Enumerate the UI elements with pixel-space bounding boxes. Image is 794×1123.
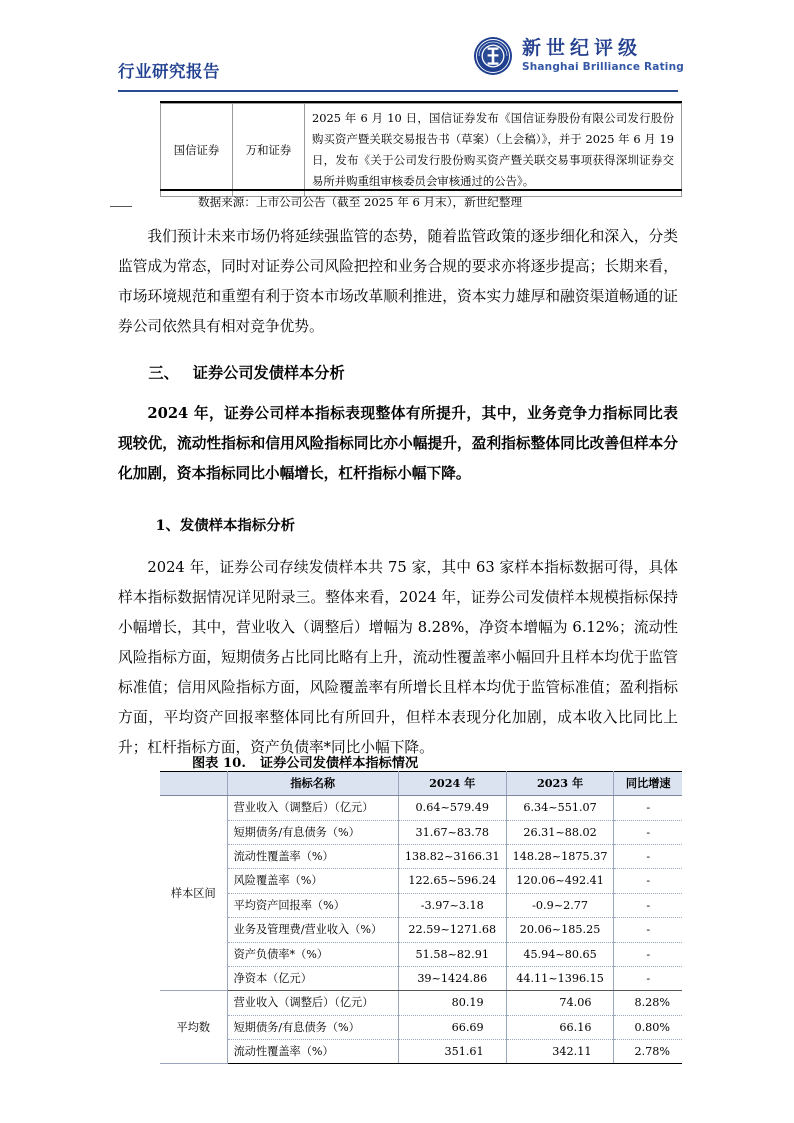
section-heading-3 — [118, 359, 678, 387]
value-2024: 39~1424.86 — [398, 966, 506, 990]
table-row — [160, 893, 682, 917]
value-2024: 51.58~82.91 — [398, 942, 506, 966]
value-change: - — [614, 796, 682, 820]
paragraph-regulation-outlook: 我们预计未来市场仍将延续强监管的态势，随着监管政策的逐步细化和深入，分类监管成为常态，同时对证券公司风险把控和业务合规的要求亦将逐步提高；长期来看，市场环境规范和重塑有利于资本市场改革顺利推进，资本实力雄厚和融资渠道畅通的证券公司依然具有相对竞争优势。 — [118, 228, 678, 335]
metric-name: 资产负债率*（%） — [227, 942, 398, 966]
data-source-note: 数据来源：上市公司公告（截至 2025 年 6 月末），新世纪整理 — [198, 195, 523, 209]
figure-caption — [192, 752, 418, 771]
table-row — [160, 991, 682, 1015]
figure-label: 图表 10. — [192, 756, 246, 771]
value-2023: 44.11~1396.15 — [506, 966, 614, 990]
section-title: 证券公司发债样本分析 — [192, 364, 345, 382]
company-seal-icon — [473, 36, 513, 76]
document-body — [118, 222, 678, 763]
value-2023: -0.9~2.77 — [506, 893, 614, 917]
metric-name: 短期债务/有息债务（%） — [227, 820, 398, 844]
value-change: 8.28% — [614, 991, 682, 1015]
value-2024: 22.59~1271.68 — [398, 918, 506, 942]
value-2024: 80.19 — [398, 991, 506, 1015]
metric-name: 流动性覆盖率（%） — [227, 1039, 398, 1063]
value-2024: 122.65~596.24 — [398, 869, 506, 893]
value-2023: 148.28~1875.37 — [506, 845, 614, 869]
merger-announcement-table — [160, 103, 682, 197]
figure-title: 证券公司发债样本指标情况 — [259, 756, 419, 771]
value-2023: 45.94~80.65 — [506, 942, 614, 966]
target-name: 万和证券 — [233, 104, 305, 197]
value-2023: 120.06~492.41 — [506, 869, 614, 893]
value-change: - — [614, 820, 682, 844]
table-row — [160, 796, 682, 820]
value-2024: 66.69 — [398, 1015, 506, 1039]
acquirer-name: 国信证券 — [161, 104, 233, 197]
value-2023: 66.16 — [506, 1015, 614, 1039]
metric-name: 营业收入（调整后）（亿元） — [227, 991, 398, 1015]
paragraph-sample-detail: 2024 年，证券公司存续发债样本共 75 家，其中 63 家样本指标数据可得，具体样本指标数据情况详见附录三。整体来看，2024 年，证券公司发债样本规模指标保持小幅增长，其中，营业收入（调整后）增幅为 8.28%，净资本增幅为 6.12%；流动性风险指标方面，短期债务占比同比略有上升，流动性覆盖率小幅回升且样本均优于监管标准值；信用风险指标方面，风险覆盖率有所增长且样本均优于监管标准值；盈利指标方面，平均资产回报率整体同比有所回升，但样本表现分化加剧，成本收入比同比上升；杠杆指标方面，资产负债率*同比小幅下降。 — [118, 559, 678, 756]
header-group-corner — [160, 772, 227, 796]
value-change: 2.78% — [614, 1039, 682, 1063]
page-header — [0, 0, 794, 98]
margin-mark — [110, 206, 132, 207]
header-year-2024: 2024 年 — [398, 772, 506, 796]
header-year-2023: 2023 年 — [506, 772, 614, 796]
header-metric-name: 指标名称 — [227, 772, 398, 796]
value-2024: 138.82~3166.31 — [398, 845, 506, 869]
header-yoy-change: 同比增速 — [614, 772, 682, 796]
value-2024: 351.61 — [398, 1039, 506, 1063]
metric-name: 风险覆盖率（%） — [227, 869, 398, 893]
sample-indicators-table — [160, 771, 682, 1064]
value-change: - — [614, 918, 682, 942]
value-change: 0.80% — [614, 1015, 682, 1039]
metric-name: 业务及管理费/营业收入（%） — [227, 918, 398, 942]
value-change: - — [614, 942, 682, 966]
table-row — [160, 966, 682, 990]
table-row — [160, 869, 682, 893]
metric-name: 短期债务/有息债务（%） — [227, 1015, 398, 1039]
header-title: 行业研究报告 — [118, 62, 220, 81]
table-row — [160, 942, 682, 966]
paragraph-sample-summary: 2024 年，证券公司样本指标表现整体有所提升，其中，业务竞争力指标同比表现较优，流动性指标和信用风险指标同比亦小幅提升，盈利指标整体同比改善但样本分化加剧，资本指标同比小幅增长，杠杆指标小幅下降。 — [118, 405, 678, 482]
metric-name: 净资本（亿元） — [227, 966, 398, 990]
brand-name-cn: 新世纪评级 — [521, 37, 642, 60]
group-label-average: 平均数 — [160, 991, 227, 1064]
table-row — [160, 820, 682, 844]
metric-name: 流动性覆盖率（%） — [227, 845, 398, 869]
value-change: - — [614, 869, 682, 893]
value-2024: 31.67~83.78 — [398, 820, 506, 844]
section-number: 三、 — [148, 364, 179, 382]
brand-text — [522, 39, 684, 73]
brand-lockup — [473, 36, 684, 76]
group-label-sample-range: 样本区间 — [160, 796, 227, 991]
table-row — [160, 845, 682, 869]
value-2024: -3.97~3.18 — [398, 893, 506, 917]
value-2024: 0.64~579.49 — [398, 796, 506, 820]
announcement-description: 2025 年 6 月 10 日，国信证券发布《国信证券股份有限公司发行股份购买资产暨关联交易报告书（草案）（上会稿）》，并于 2025 年 6 月 19 日，发布《关于公司发行股份购买资产暨关联交易事项获得深圳证券交易所并购重组审核委员会审核通过的公告》。 — [305, 104, 682, 197]
subsection-heading-1: 1、发债样本指标分析 — [155, 517, 295, 534]
top-table-bottom-rule — [160, 189, 682, 191]
metric-name: 平均资产回报率（%） — [227, 893, 398, 917]
value-2023: 74.06 — [506, 991, 614, 1015]
table-row — [160, 1015, 682, 1039]
table-row — [160, 918, 682, 942]
value-change: - — [614, 845, 682, 869]
value-2023: 6.34~551.07 — [506, 796, 614, 820]
brand-name-en: Shanghai Brilliance Rating — [521, 61, 684, 74]
metric-name: 营业收入（调整后）（亿元） — [227, 796, 398, 820]
value-2023: 26.31~88.02 — [506, 820, 614, 844]
table-body — [160, 796, 682, 1064]
value-change: - — [614, 966, 682, 990]
table-row — [160, 1039, 682, 1063]
value-2023: 20.06~185.25 — [506, 918, 614, 942]
header-divider — [118, 90, 678, 92]
table-header-row — [160, 772, 682, 796]
value-change: - — [614, 893, 682, 917]
value-2023: 342.11 — [506, 1039, 614, 1063]
table-row — [161, 104, 682, 197]
data-table-container — [160, 771, 682, 1064]
